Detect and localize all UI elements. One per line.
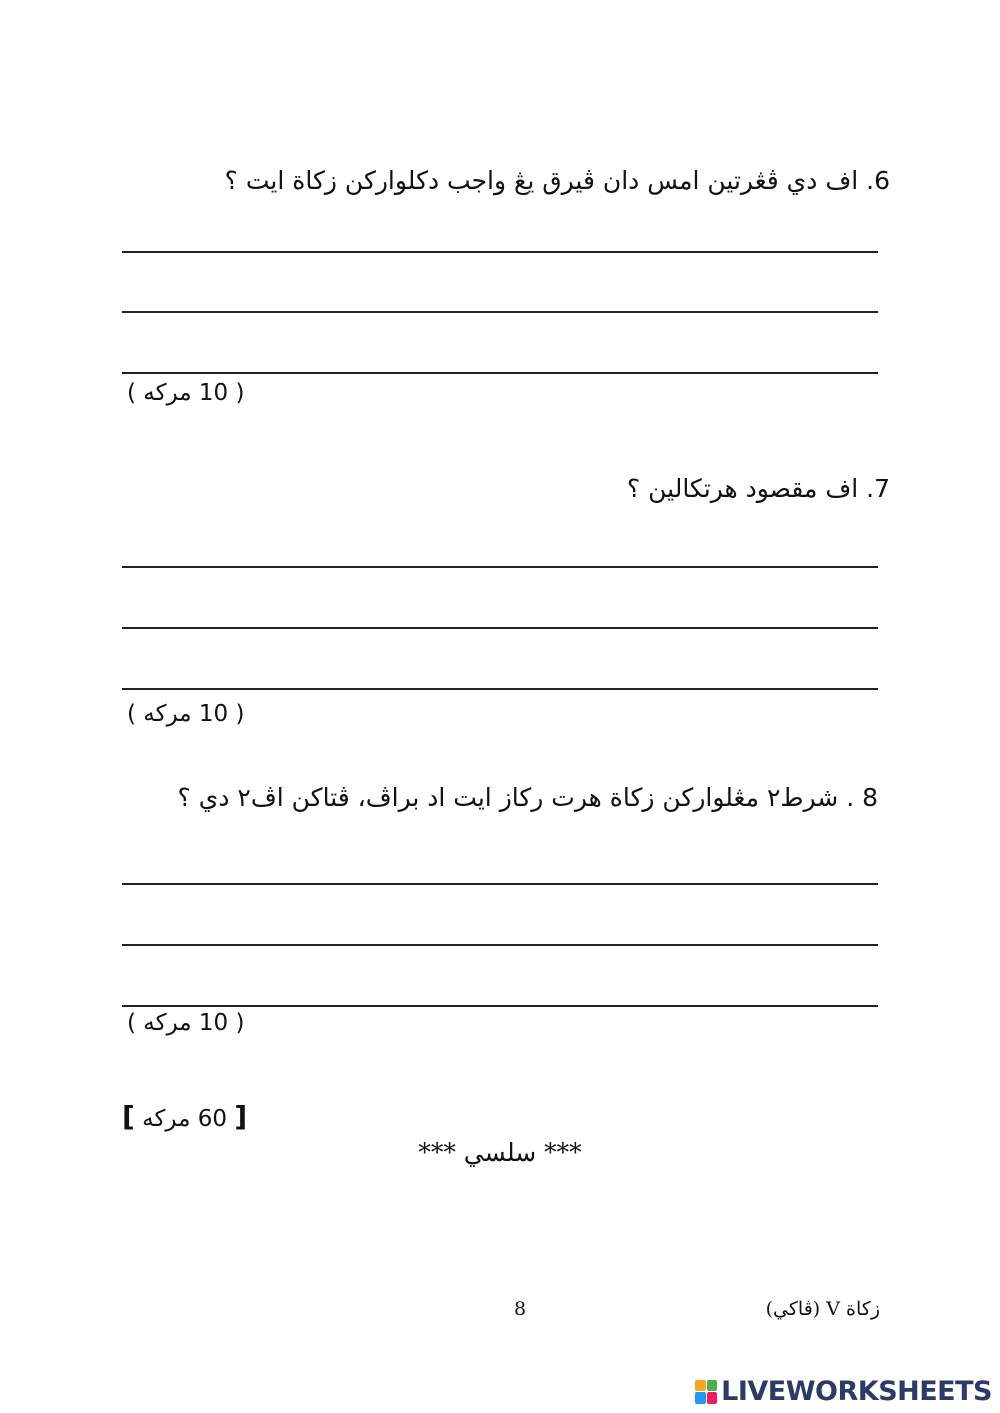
answer-line[interactable] [122, 627, 878, 629]
logo-square [695, 1392, 706, 1404]
question-6-marks: ( 10 مركه ) [127, 380, 245, 406]
answer-line[interactable] [122, 372, 878, 374]
footer-title: زكاة V (ڤاكي) [765, 1298, 880, 1320]
answer-line[interactable] [122, 688, 878, 690]
question-7-text: 7. اف مقصود هرتكالين ؟ [626, 474, 890, 503]
closing-text: *** سلسي *** [418, 1138, 582, 1167]
answer-line[interactable] [122, 1005, 878, 1007]
answer-line[interactable] [122, 251, 878, 253]
total-bracket-open: [ [234, 1100, 248, 1133]
brand-logo-icon [695, 1380, 717, 1404]
total-bracket-close: ] [122, 1100, 135, 1133]
answer-line[interactable] [122, 944, 878, 946]
question-6-text: 6. اف دي ڤڠرتين امس دان ڤيرق يڠ واجب دكلواركن زكاة ايت ؟ [224, 166, 890, 195]
total-marks [122, 1100, 247, 1133]
brand-watermark [695, 1376, 992, 1407]
question-7-marks: ( 10 مركه ) [127, 701, 245, 727]
question-8-marks: ( 10 مركه ) [127, 1010, 245, 1036]
total-marks-value: 60 مركه [142, 1106, 227, 1132]
logo-square [707, 1380, 718, 1392]
page-number: 8 [514, 1298, 527, 1320]
logo-square [695, 1380, 706, 1392]
question-8-text: 8 . شرط٢ مڠلواركن زكاة هرت ركاز ايت اد براڤ، ڤتاكن اڤ٢ دي ؟ [177, 783, 878, 812]
logo-square [707, 1392, 718, 1404]
answer-line[interactable] [122, 566, 878, 568]
brand-name: LIVEWORKSHEETS [721, 1376, 992, 1407]
answer-line[interactable] [122, 883, 878, 885]
answer-line[interactable] [122, 311, 878, 313]
